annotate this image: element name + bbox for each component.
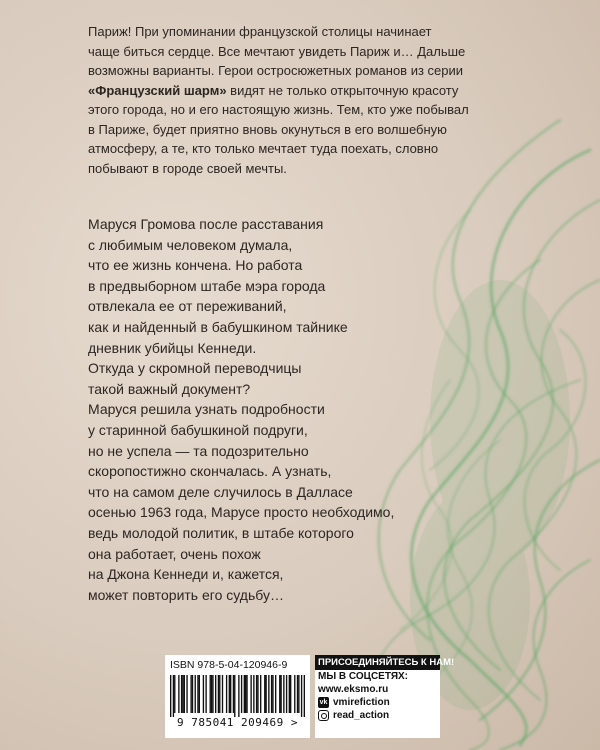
barcode-bar — [246, 675, 247, 713]
instagram-handle: read_action — [333, 710, 390, 721]
barcode-bar — [186, 675, 187, 713]
social-join-heading: ПРИСОЕДИНЯЙТЕСЬ К НАМ! — [315, 655, 440, 670]
barcode-bar — [304, 675, 305, 717]
barcode-bar — [265, 675, 266, 713]
barcode-bar — [230, 675, 231, 713]
barcode-bar — [192, 675, 193, 713]
barcode-bar — [294, 675, 295, 713]
synopsis-line: с любимым человеком думала, — [88, 236, 293, 253]
synopsis-line: но не успела — та подозрительно — [88, 442, 309, 459]
barcode-bar — [218, 675, 219, 713]
synopsis-line: что ее жизнь кончена. Но работа — [88, 257, 303, 274]
barcode-bar — [238, 675, 239, 717]
barcode-bar — [234, 675, 235, 717]
synopsis-line: она работает, очень похож — [88, 545, 261, 562]
barcode-bar — [275, 675, 276, 713]
intro-line: побывают в городе своей мечты. — [88, 160, 287, 176]
synopsis-line: осенью 1963 года, Марусе просто необходимо, — [88, 504, 395, 521]
barcode-bar — [264, 675, 265, 713]
social-subheading-label: МЫ В СОЦСЕТЯХ: — [318, 671, 409, 682]
synopsis-line: на Джона Кеннеди и, кажется, — [88, 566, 284, 583]
barcode-bar — [253, 675, 254, 713]
synopsis-line: отвлекала ее от переживаний, — [88, 298, 287, 315]
barcode-bar — [286, 675, 287, 713]
barcode-bar — [289, 675, 290, 713]
instagram-link[interactable] — [315, 709, 440, 722]
barcode-bar — [212, 675, 213, 713]
barcode-bar — [173, 675, 174, 717]
synopsis-line: Маруся решила узнать подробности — [88, 401, 325, 418]
barcode-bar — [256, 675, 257, 713]
synopsis-line: такой важный документ? — [88, 380, 251, 397]
book-synopsis — [88, 214, 395, 605]
barcode-bar — [229, 675, 230, 713]
synopsis-line: Маруся Громова после расставания — [88, 216, 324, 232]
barcode-bar — [170, 675, 171, 717]
isbn-label: ISBN 978-5-04-120946-9 — [170, 659, 288, 671]
barcode-bar — [219, 675, 220, 713]
synopsis-line: как и найденный в бабушкином тайнике — [88, 318, 348, 335]
instagram-icon — [318, 710, 329, 721]
barcode-bar — [290, 675, 291, 713]
barcode-bar — [271, 675, 272, 713]
vk-link[interactable] — [315, 696, 440, 709]
barcode-bar — [260, 675, 261, 713]
barcode-bar — [283, 675, 284, 713]
intro-line: видят не только открыточную красоту — [226, 82, 459, 98]
intro-line: Париж! При упоминании французской столицы начинает — [88, 24, 432, 39]
series-name: «Французский шарм» — [88, 82, 227, 98]
barcode-bar — [297, 675, 298, 713]
barcode-bar — [245, 675, 246, 713]
barcode-bar — [203, 675, 204, 713]
barcode-bar — [298, 675, 299, 713]
synopsis-line: скоропостижно скончалась. А узнать, — [88, 463, 332, 480]
social-media-block — [315, 655, 455, 738]
barcode-bar — [182, 675, 183, 713]
intro-line: этого города, но и его настоящую жизнь. Тем, кто уже побывал — [88, 102, 469, 117]
synopsis-line: ведь молодой политик, в штабе которого — [88, 524, 354, 541]
intro-line: в Париже, будет приятно вновь окунуться в его волшебную — [88, 121, 447, 137]
intro-line: возможны варианты. Герои остросюжетных романов из серии — [88, 63, 464, 78]
barcode-bar — [226, 675, 227, 713]
synopsis-line: может повторить его судьбу… — [88, 586, 284, 603]
synopsis-line: Откуда у скромной переводчицы — [88, 360, 302, 377]
barcode-bar — [250, 675, 251, 713]
barcode-bar — [244, 675, 245, 713]
barcode-bar — [205, 675, 206, 713]
barcode-bar — [181, 675, 182, 713]
series-description — [88, 22, 498, 178]
barcode-bar — [222, 675, 223, 713]
barcode-bar — [199, 675, 200, 713]
barcode-bar — [195, 675, 196, 713]
barcode-bar — [241, 675, 242, 713]
barcode-digits: 9 785041 209469 > — [176, 716, 299, 729]
synopsis-line: что на самом деле случилось в Далласе — [88, 483, 353, 500]
website-link[interactable] — [315, 683, 440, 696]
barcode-bar — [211, 675, 212, 713]
barcode-bar — [184, 675, 185, 713]
vk-handle: vmirefiction — [333, 697, 390, 708]
synopsis-line: дневник убийцы Кеннеди. — [88, 339, 257, 356]
website-label: www.eksmo.ru — [318, 684, 389, 695]
isbn-barcode-block — [165, 655, 310, 738]
barcode-bar — [178, 675, 179, 713]
intro-line: чаще биться сердце. Все мечтают увидеть Париж и… Дальше — [88, 43, 466, 59]
intro-line: атмосферу, а те, кто только мечтает туда поехать, словно — [88, 141, 439, 156]
barcode-bar — [279, 675, 280, 713]
synopsis-line: в предвыборном штабе мэра города — [88, 277, 326, 294]
barcode-icon — [170, 675, 305, 717]
barcode-bar — [272, 675, 273, 713]
barcode-bar — [257, 675, 258, 713]
barcode-bar — [174, 675, 175, 713]
barcode-bar — [197, 675, 198, 713]
synopsis-line: у старинной бабушкиной подруги, — [88, 421, 308, 438]
barcode-bar — [215, 675, 216, 713]
barcode-bar — [268, 675, 269, 713]
barcode-bar — [301, 675, 302, 717]
vk-icon: vk — [319, 699, 328, 706]
barcode-bar — [233, 675, 234, 713]
social-subheading — [315, 670, 440, 683]
barcode-bar — [210, 675, 211, 713]
barcode-bar — [190, 675, 191, 713]
barcode-bar — [280, 675, 281, 713]
